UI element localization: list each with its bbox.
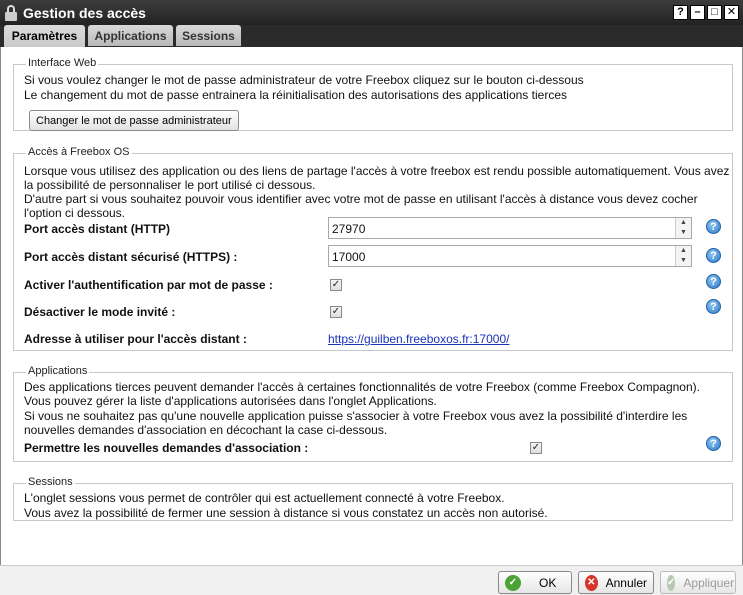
close-button[interactable]: ✕ — [724, 5, 739, 20]
help-icon[interactable]: ? — [706, 299, 721, 314]
http-port-spinner[interactable] — [675, 218, 691, 238]
dialog-footer — [0, 565, 743, 595]
check-icon: ✓ — [505, 575, 521, 591]
remote-address-link[interactable]: https://guilben.freeboxos.fr:17000/ — [328, 332, 510, 346]
web-text-line-2: Le changement du mot de passe entrainera la réinitialisation des autorisations des applications tierces — [24, 88, 567, 102]
window-controls — [673, 5, 739, 20]
spin-up-icon[interactable]: ▲ — [680, 219, 687, 226]
minimize-button[interactable]: – — [690, 5, 705, 20]
sessions-text-line-2: Vous avez la possibilité de fermer une session à distance si vous constatez un accès non autorisé. — [24, 506, 548, 520]
remote-address-label: Adresse à utiliser pour l'accès distant : — [24, 332, 247, 346]
https-port-value: 17000 — [332, 250, 366, 264]
password-auth-label: Activer l'authentification par mot de passe : — [24, 278, 273, 292]
group-legend: Interface Web — [28, 57, 97, 69]
group-legend: Sessions — [28, 476, 73, 488]
cancel-label: Annuler — [605, 575, 647, 590]
http-port-input[interactable] — [328, 217, 692, 239]
help-window-button[interactable]: ? — [673, 5, 688, 20]
allow-association-checkbox[interactable]: ✓ — [531, 442, 541, 453]
tab-applications[interactable]: Applications — [88, 25, 173, 46]
group-freebox-os — [13, 146, 733, 351]
http-port-value: 27970 — [332, 222, 366, 236]
os-text-line-2: la possibilité de personnaliser le port utilisé ci dessous. — [24, 178, 316, 192]
guest-mode-checkbox[interactable]: ✓ — [331, 306, 341, 317]
maximize-button[interactable]: □ — [707, 5, 722, 20]
web-text-line-1: Si vous voulez changer le mot de passe administrateur de votre Freebox cliquez sur le bouton ci-dessous — [24, 73, 584, 87]
window-titlebar — [0, 0, 743, 25]
os-text-line-3: D'autre part si vous souhaitez pouvoir vous identifier avec votre mot de passe en utilisant l'accès à distance vous devez cocher — [24, 192, 698, 206]
help-icon[interactable]: ? — [706, 436, 721, 451]
https-port-label: Port accès distant sécurisé (HTTPS) : — [24, 250, 238, 264]
http-port-label: Port accès distant (HTTP) — [24, 222, 171, 236]
spin-down-icon[interactable]: ▼ — [680, 257, 687, 264]
apps-text-line-2: Vous pouvez gérer la liste d'applications autorisées dans l'onglet Applications. — [24, 394, 437, 408]
tab-sessions[interactable]: Sessions — [176, 25, 241, 46]
apps-text-line-1: Des applications tierces peuvent demander l'accès à certaines fonctionnalités de votre Freebox (comme Freebox Compagnon). — [24, 380, 700, 394]
group-interface-web — [13, 57, 733, 131]
apps-text-line-3: Si vous ne souhaitez pas qu'une nouvelle application puisse s'associer à votre Freebox vous avez la possibilité d'interdire les — [24, 409, 688, 423]
tab-panel-parametres — [0, 47, 743, 565]
ok-button[interactable] — [498, 571, 572, 594]
cancel-button[interactable] — [578, 571, 654, 594]
cancel-icon: ✕ — [585, 575, 598, 591]
help-icon[interactable]: ? — [706, 274, 721, 289]
sessions-text-line-1: L'onglet sessions vous permet de contrôler qui est actuellement connecté à votre Freebox. — [24, 491, 505, 505]
help-icon[interactable]: ? — [706, 219, 721, 234]
apply-icon: ✓ — [667, 575, 675, 591]
tab-bar — [0, 25, 743, 47]
apply-label: Appliquer — [683, 575, 735, 590]
apps-text-line-4: nouvelles demandes d'association en décochant la case ci-dessous. — [24, 423, 388, 437]
tab-parametres[interactable]: Paramètres — [4, 25, 85, 47]
apply-button[interactable] — [660, 571, 736, 594]
group-legend: Applications — [28, 365, 88, 377]
lock-icon — [5, 5, 17, 21]
window-title: Gestion des accès — [23, 4, 146, 21]
change-admin-password-button[interactable]: Changer le mot de passe administrateur — [29, 110, 239, 131]
os-text-line-1: Lorsque vous utilisez des application ou des liens de partage l'accès à votre freebox est rendu possible automatiquement. Vous avez — [24, 164, 730, 178]
guest-mode-label: Désactiver le mode invité : — [24, 305, 176, 319]
help-icon[interactable]: ? — [706, 248, 721, 263]
ok-label: OK — [539, 575, 557, 590]
os-text-line-4: l'option ci dessous. — [24, 206, 126, 220]
https-port-spinner[interactable] — [675, 246, 691, 266]
spin-up-icon[interactable]: ▲ — [680, 247, 687, 254]
https-port-input[interactable] — [328, 245, 692, 267]
group-legend: Accès à Freebox OS — [28, 146, 130, 158]
group-sessions — [13, 476, 733, 521]
allow-association-label: Permettre les nouvelles demandes d'association : — [24, 441, 309, 455]
spin-down-icon[interactable]: ▼ — [680, 229, 687, 236]
password-auth-checkbox[interactable]: ✓ — [331, 279, 341, 290]
group-applications — [13, 365, 733, 462]
